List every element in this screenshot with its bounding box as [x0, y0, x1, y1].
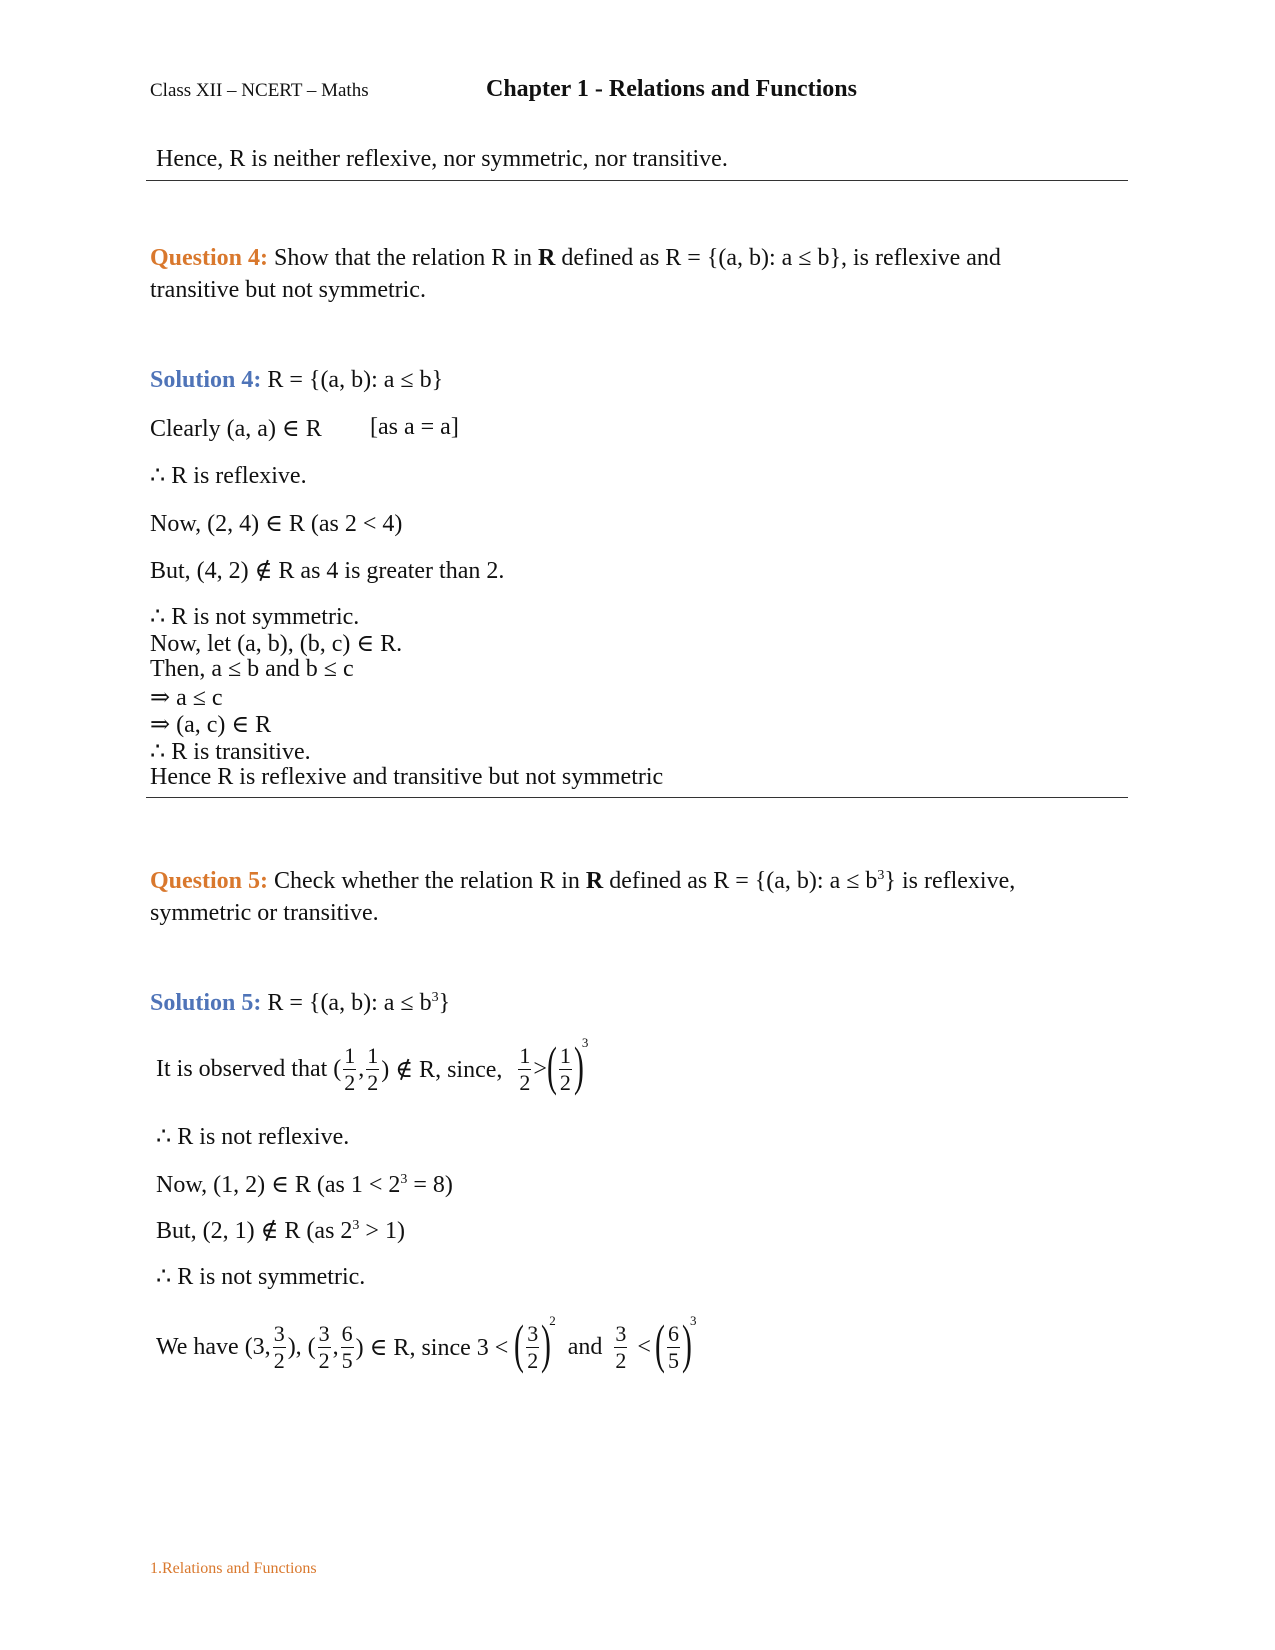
question-5-text-c: } is reflexive, symmetric or transitive.: [150, 868, 1016, 926]
question-4-label: Question 4:: [150, 245, 269, 271]
s4-line10: ∴ R is transitive.: [150, 739, 311, 765]
obs-text-a: It is observed that (: [156, 1055, 342, 1082]
frac-num: 3: [273, 1320, 285, 1346]
fraction-3-2: [273, 1320, 286, 1373]
left-paren: (: [546, 1036, 557, 1096]
exp-3: 3: [689, 1313, 697, 1328]
chapter-title: Chapter 1 - Relations and Functions: [486, 76, 857, 102]
s5-line3: [156, 1170, 453, 1199]
s5-line4: [156, 1216, 405, 1245]
frac-num: 1: [559, 1042, 571, 1068]
left-paren: (: [514, 1314, 525, 1374]
we-and: and: [567, 1333, 603, 1360]
frac-den: 5: [667, 1347, 679, 1373]
frac-den: 2: [559, 1069, 571, 1095]
solution-5-head: R = {(a, b): a ≤ b: [261, 990, 432, 1016]
right-paren: ): [541, 1314, 552, 1374]
question-5-sup: 3: [877, 868, 885, 883]
solution-5-heading: [150, 990, 450, 1017]
s5-line5: ∴ R is not symmetric.: [156, 1264, 366, 1290]
s5-line4a: But, (2, 1) ∉ R (as 2: [156, 1218, 353, 1244]
s4-line4: But, (4, 2) ∉ R as 4 is greater than 2.: [150, 558, 505, 584]
s4-line1a: Clearly (a, a) ∈ R: [150, 416, 322, 442]
obs-comma: ,: [358, 1055, 365, 1082]
frac-num: 3: [527, 1320, 539, 1346]
fraction-3-2-b: [318, 1320, 331, 1373]
frac-den: 2: [527, 1347, 539, 1373]
question-5: [150, 865, 1090, 929]
header-class-label: Class XII – NCERT – Maths: [150, 80, 369, 101]
fraction-6-5: [341, 1320, 354, 1373]
intro-line: Hence, R is neither reflexive, nor symmetric, nor transitive.: [156, 146, 728, 172]
right-paren: ): [573, 1036, 584, 1096]
s4-line6: Now, let (a, b), (b, c) ∈ R.: [150, 631, 403, 657]
solution-4-heading: [150, 367, 443, 394]
obs-exponent: 3: [581, 1035, 589, 1050]
s5-line3b: = 8): [407, 1172, 453, 1198]
solution-5-head-end: }: [438, 990, 451, 1016]
s4-line7: Then, a ≤ b and b ≤ c: [150, 656, 354, 682]
fraction-half-4: [559, 1042, 572, 1095]
s5-we-have: We have (3, $\frac{3}{2}$ ), ( $\frac{3}{2}$ , $\frac{6}{5}$ ) ∈ R, since 3 < ( $\frac{3}{2}$ ) 2 and $\frac{3}{2}$ < ( $\frac{6}{5}$ ) 3: [156, 1313, 697, 1374]
frac-num: 3: [318, 1320, 330, 1346]
right-paren: ): [681, 1314, 692, 1374]
s4-line1b: [as a = a]: [370, 414, 459, 440]
s4-line8: ⇒ a ≤ c: [150, 685, 223, 711]
frac-num: 6: [341, 1320, 353, 1346]
s5-observation: [156, 1035, 589, 1096]
question-5-bold-r: R: [585, 868, 604, 894]
solution-4-head: R = {(a, b): a ≤ b}: [261, 367, 444, 393]
frac-den: 2: [273, 1347, 285, 1373]
fraction-3-2-c: [526, 1320, 539, 1373]
question-4-bold-r: R: [537, 245, 556, 271]
left-paren: (: [655, 1314, 665, 1374]
fraction-half-1: [343, 1042, 356, 1095]
solution-4-label: Solution 4:: [150, 367, 262, 393]
we-text-c: ) ∈ R, since 3 <: [355, 1334, 509, 1361]
solution-5-label: Solution 5:: [150, 990, 262, 1016]
question-5-text-b: defined as R = {(a, b): a ≤ b: [603, 868, 878, 894]
s4-line9: ⇒ (a, c) ∈ R: [150, 712, 272, 738]
frac-den: 2: [367, 1069, 379, 1095]
question-4-text-a: Show that the relation R in: [268, 245, 538, 271]
frac-den: 2: [344, 1069, 356, 1095]
page-footer: 1.Relations and Functions: [150, 1560, 317, 1577]
frac-num: 1: [367, 1042, 379, 1068]
frac-num: 1: [344, 1042, 356, 1068]
frac-den: 5: [341, 1347, 353, 1373]
s5-line3-sup: 3: [400, 1172, 408, 1187]
divider-1: [146, 180, 1128, 181]
fraction-3-2-d: [614, 1320, 627, 1373]
s4-line5: ∴ R is not symmetric.: [150, 604, 360, 630]
solution-5-head-sup: 3: [431, 990, 439, 1005]
s4-line11: Hence R is reflexive and transitive but not symmetric: [150, 764, 664, 790]
question-4-text-b: defined as R = {(a, b): a ≤ b}, is reflexive and transitive but not symmetric.: [150, 245, 1001, 303]
s5-line4b: > 1): [359, 1218, 405, 1244]
s4-line2: ∴ R is reflexive.: [150, 463, 307, 489]
s5-line3a: Now, (1, 2) ∈ R (as 1 < 2: [156, 1172, 401, 1198]
fraction-half-2: [366, 1042, 379, 1095]
we-text-a: We have (3,: [156, 1333, 271, 1360]
frac-den: 2: [519, 1069, 531, 1095]
exp-2: 2: [549, 1313, 556, 1328]
obs-gt: >: [533, 1055, 547, 1082]
divider-2: [146, 797, 1128, 798]
s4-line3: Now, (2, 4) ∈ R (as 2 < 4): [150, 511, 403, 537]
obs-text-b: ) ∉ R, since,: [381, 1056, 503, 1083]
fraction-half-3: [518, 1042, 531, 1095]
frac-den: 2: [615, 1347, 627, 1373]
question-5-text-a: Check whether the relation R in: [268, 868, 586, 894]
question-4: [150, 242, 1090, 306]
s5-line4-sup: 3: [352, 1218, 360, 1233]
we-text-b: ), (: [287, 1333, 316, 1360]
question-5-label: Question 5:: [150, 868, 269, 894]
frac-num: 1: [519, 1042, 531, 1068]
s5-line2: ∴ R is not reflexive.: [156, 1124, 350, 1150]
we-lt: <: [637, 1333, 651, 1360]
frac-den: 2: [318, 1347, 330, 1373]
frac-num: 3: [615, 1320, 627, 1346]
fraction-6-5-b: [667, 1320, 680, 1373]
frac-num: 6: [667, 1320, 679, 1346]
